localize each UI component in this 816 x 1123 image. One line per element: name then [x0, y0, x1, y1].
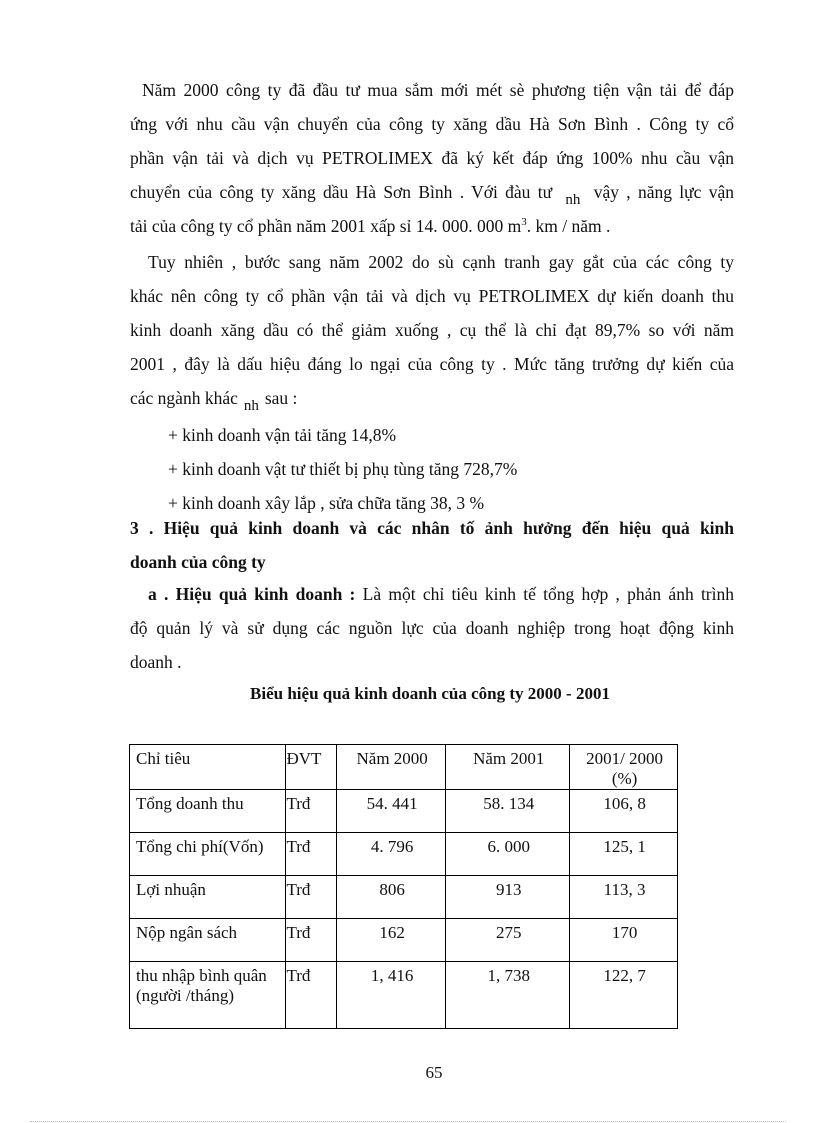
subscript-text: nh — [565, 192, 581, 208]
text-line: khác nên công ty cổ phần vận tải và dịch vụ PETROLIMEX dự kiến doanh thu — [130, 286, 734, 306]
table-cell: 170 — [570, 919, 678, 962]
header-text: 2001/ 2000 — [586, 749, 664, 768]
heading-line: doanh của công ty — [130, 552, 266, 572]
table-cell: 806 — [336, 876, 446, 919]
table-cell: 125, 1 — [570, 833, 678, 876]
table-cell: Lợi nhuận — [130, 876, 286, 919]
paragraph-definition — [130, 577, 734, 679]
page-divider — [30, 1121, 786, 1122]
subscript-text: nh — [243, 398, 259, 414]
table-cell: 54. 441 — [336, 790, 446, 833]
table-row — [130, 876, 678, 919]
efficiency-table — [129, 744, 678, 1029]
text-fragment: vậy , năng lực vận — [593, 182, 734, 202]
table-cell: 275 — [446, 919, 570, 962]
table-title: Biểu hiệu quả kinh doanh của công ty 2000 - 2001 — [250, 684, 610, 703]
table-cell: Trđ — [286, 919, 336, 962]
section-heading — [130, 511, 734, 579]
text-line — [130, 381, 734, 415]
text-fragment: . km / năm . — [526, 216, 611, 236]
table-cell: Nộp ngân sách — [130, 919, 286, 962]
text-fragment: Là một chỉ tiêu kinh tế tổng hợp , phản ánh trình — [362, 584, 734, 604]
table-cell: 106, 8 — [570, 790, 678, 833]
table-cell: 58. 134 — [446, 790, 570, 833]
text-fragment: tải của công ty cổ phần năm 2001 xấp sỉ 14. 000. 000 m — [130, 216, 522, 236]
bullet-item: + kinh doanh xây lắp , sửa chữa tăng 38, 3 % — [168, 493, 485, 513]
table-cell — [130, 962, 286, 1029]
page-number: 65 — [425, 1063, 443, 1082]
paragraph-investment — [130, 73, 734, 243]
text-fragment: các ngành khác — [130, 388, 238, 408]
table-header-row — [130, 745, 678, 790]
text-line: Năm 2000 công ty đã đầu tư mua sắm mới mét sè phương tiện vận tải để đáp — [142, 80, 734, 100]
heading-line: 3 . Hiệu quả kinh doanh và các nhân tố ảnh hưởng đến hiệu quả kinh — [130, 518, 734, 538]
text-fragment: chuyển của công ty xăng dầu Hà Sơn Bình . Với đàu tư — [130, 182, 553, 202]
header-cell: Năm 2001 — [446, 745, 570, 790]
text-line: ứng với nhu cầu vận chuyển của công ty xăng dầu Hà Sơn Bình . Công ty cổ — [130, 114, 734, 134]
text-line: phần vận tải và dịch vụ PETROLIMEX đã ký kết đáp ứng 100% nhu cầu vận — [130, 148, 734, 168]
table-row — [130, 833, 678, 876]
header-cell — [570, 745, 678, 790]
header-text: (%) — [611, 769, 638, 788]
text-fragment: sau : — [264, 388, 298, 408]
text-line — [130, 209, 734, 243]
table-cell: Tổng chi phí(Vốn) — [130, 833, 286, 876]
text-line: độ quản lý và sử dụng các nguồn lực của doanh nghiệp trong hoạt động kinh — [130, 618, 734, 638]
table-cell: Trđ — [286, 876, 336, 919]
bullet-item: + kinh doanh vận tải tăng 14,8% — [168, 425, 397, 445]
header-cell: ĐVT — [286, 745, 336, 790]
header-cell: Năm 2000 — [336, 745, 446, 790]
header-cell: Chỉ tiêu — [130, 745, 286, 790]
text-line: Tuy nhiên , bước sang năm 2002 do sù cạnh tranh gay gắt của các công ty — [148, 252, 734, 272]
cell-text: thu nhập bình quân — [136, 966, 267, 985]
text-line: 2001 , đây là dấu hiệu đáng lo ngại của công ty . Mức tăng trưởng dự kiến của — [130, 354, 734, 374]
bullet-item: + kinh doanh vật tư thiết bị phụ tùng tăng 728,7% — [168, 459, 518, 479]
table-cell: Trđ — [286, 962, 336, 1029]
table-cell: Tổng doanh thu — [130, 790, 286, 833]
table-cell: 6. 000 — [446, 833, 570, 876]
table-cell: 122, 7 — [570, 962, 678, 1029]
table-row — [130, 790, 678, 833]
text-line — [130, 175, 734, 209]
table-row — [130, 919, 678, 962]
table-cell: 113, 3 — [570, 876, 678, 919]
superscript-text: 3 — [521, 216, 527, 229]
table-cell: 1, 738 — [446, 962, 570, 1029]
cell-text: (người /tháng) — [136, 986, 234, 1005]
text-line — [130, 577, 734, 611]
table-cell: 1, 416 — [336, 962, 446, 1029]
table-cell: 162 — [336, 919, 446, 962]
table-cell: Trđ — [286, 833, 336, 876]
table-row — [130, 962, 678, 1029]
table-cell: 4. 796 — [336, 833, 446, 876]
table-cell: Trđ — [286, 790, 336, 833]
table-cell: 913 — [446, 876, 570, 919]
bold-label: a . Hiệu quả kinh doanh : — [148, 584, 356, 604]
paragraph-competition — [130, 245, 734, 415]
text-line: kinh doanh xăng dầu có thể giảm xuống , cụ thể là chỉ đạt 89,7% so với năm — [130, 320, 734, 340]
text-line: doanh . — [130, 652, 182, 672]
